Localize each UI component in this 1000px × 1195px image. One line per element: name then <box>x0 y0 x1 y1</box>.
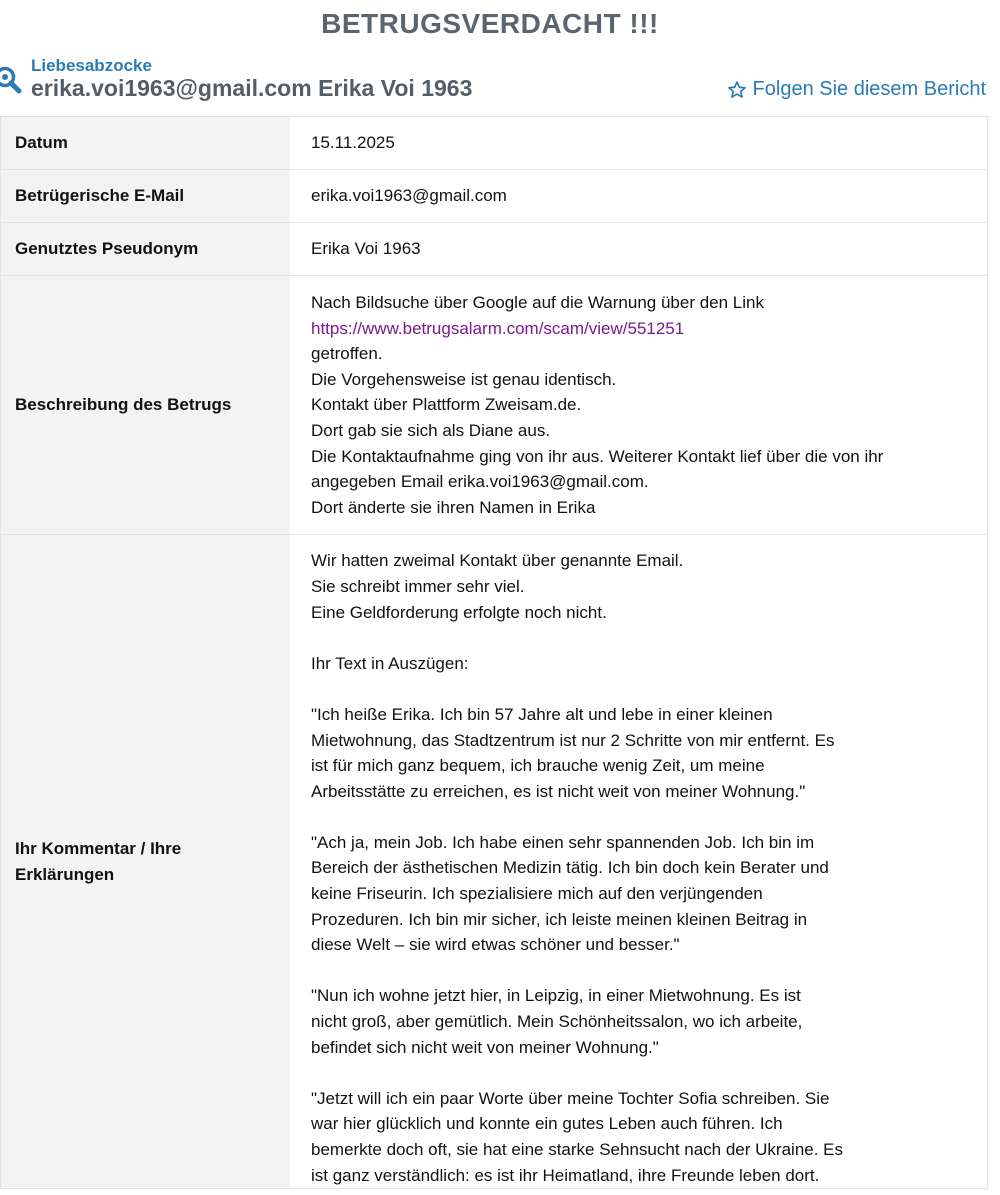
description-line: Dort gab sie sich als Diane aus. <box>311 420 551 440</box>
comment-paragraph <box>311 548 967 625</box>
comment-line: ist für mich ganz bequem, ich brauche wenig Zeit, um meine <box>311 756 765 776</box>
comment-line: nicht groß, aber gemütlich. Mein Schönheitssalon, wo ich arbeite, <box>311 1012 803 1032</box>
table-row-email <box>1 170 988 223</box>
date-label: Datum <box>1 117 291 170</box>
comment-line: bemerkte doch oft, sie hat eine starke Sehnsucht nach der Ukraine. Es <box>311 1140 844 1159</box>
description-value <box>290 276 988 535</box>
comment-line: Sie schreibt immer sehr viel. <box>311 576 525 596</box>
page-title: BETRUGSVERDACHT !!! <box>321 8 659 39</box>
follow-report-button[interactable] <box>727 78 986 101</box>
pseudonym-label: Genutztes Pseudonym <box>1 223 291 276</box>
comment-line: Mietwohnung, das Stadtzentrum ist nur 2 Schritte von mir entfernt. Es <box>311 730 835 750</box>
comment-line: Eine Geldforderung erfolgte noch nicht. <box>311 602 607 622</box>
follow-report-label: Folgen Sie diesem Bericht <box>752 78 986 100</box>
comment-label <box>1 535 291 1189</box>
table-row-date <box>1 117 988 170</box>
comment-line: diese Welt – sie wird etwas schöner und besser." <box>311 935 680 955</box>
description-line: Die Vorgehensweise ist genau identisch. <box>311 369 617 389</box>
description-line: Kontakt über Plattform Zweisam.de. <box>311 395 582 415</box>
email-value: erika.voi1963@gmail.com <box>290 170 988 223</box>
comment-paragraph <box>311 830 967 958</box>
comment-paragraph <box>311 651 967 677</box>
comment-line: war hier glücklich und konnte ein gutes Leben auch führen. Ich <box>311 1114 783 1134</box>
comment-label-line: Erklärungen <box>15 864 115 884</box>
comment-line: ist ganz verständlich: es ist ihr Heimatland, ihre Freunde leben dort. <box>311 1165 820 1185</box>
comment-paragraph <box>311 702 967 804</box>
comment-line: Bereich der ästhetischen Medizin tätig. Ich bin doch kein Berater und <box>311 858 829 878</box>
comment-line: "Nun ich wohne jetzt hier, in Leipzig, in einer Mietwohnung. Es ist <box>311 986 801 1006</box>
comment-line: Arbeitsstätte zu erreichen, es ist nicht weit von meiner Wohnung." <box>311 781 806 801</box>
comment-label-line: Ihr Kommentar / Ihre <box>15 838 182 858</box>
scam-report-link[interactable]: https://www.betrugsalarm.com/scam/view/551251 <box>311 318 685 338</box>
comment-line: "Ich heiße Erika. Ich bin 57 Jahre alt und lebe in einer kleinen <box>311 704 773 724</box>
comment-line: Prozeduren. Ich bin mir sicher, ich leiste meinen kleinen Beitrag in <box>311 909 808 929</box>
description-line: Die Kontaktaufnahme ging von ihr aus. Weiterer Kontakt lief über die von ihr <box>311 446 884 466</box>
table-row-comment <box>1 535 988 1189</box>
comment-line: Wir hatten zweimal Kontakt über genannte Email. <box>311 551 684 571</box>
report-details-table <box>0 116 988 1189</box>
comment-line: keine Friseurin. Ich spezialisiere mich auf den verjüngenden <box>311 884 763 904</box>
star-outline-icon <box>727 80 747 100</box>
comment-paragraph <box>311 983 967 1060</box>
table-row-pseudonym <box>1 223 988 276</box>
comment-value <box>290 535 988 1189</box>
description-line: getroffen. <box>311 344 383 364</box>
comment-line: befindet sich nicht weit von meiner Wohnung." <box>311 1037 659 1057</box>
email-label: Betrügerische E-Mail <box>1 170 291 223</box>
comment-line: "Jetzt will ich ein paar Worte über meine Tochter Sofia schreiben. Sie <box>311 1088 830 1108</box>
report-title: erika.voi1963@gmail.com Erika Voi 1963 <box>31 75 473 101</box>
description-label: Beschreibung des Betrugs <box>1 276 291 535</box>
category-label[interactable]: Liebesabzocke <box>31 56 152 75</box>
comment-line: "Ach ja, mein Job. Ich habe einen sehr spannenden Job. Ich bin im <box>311 832 815 852</box>
comment-paragraph <box>311 1086 967 1188</box>
magnifier-gear-icon <box>0 64 22 94</box>
comment-line: Ihr Text in Auszügen: <box>311 653 469 673</box>
description-line: Nach Bildsuche über Google auf die Warnung über den Link <box>311 293 764 312</box>
description-line: Dort änderte sie ihren Namen in Erika <box>311 497 596 517</box>
pseudonym-value: Erika Voi 1963 <box>290 223 988 276</box>
table-row-description <box>1 276 988 535</box>
date-value: 15.11.2025 <box>290 117 988 170</box>
description-line: angegeben Email erika.voi1963@gmail.com. <box>311 472 649 492</box>
